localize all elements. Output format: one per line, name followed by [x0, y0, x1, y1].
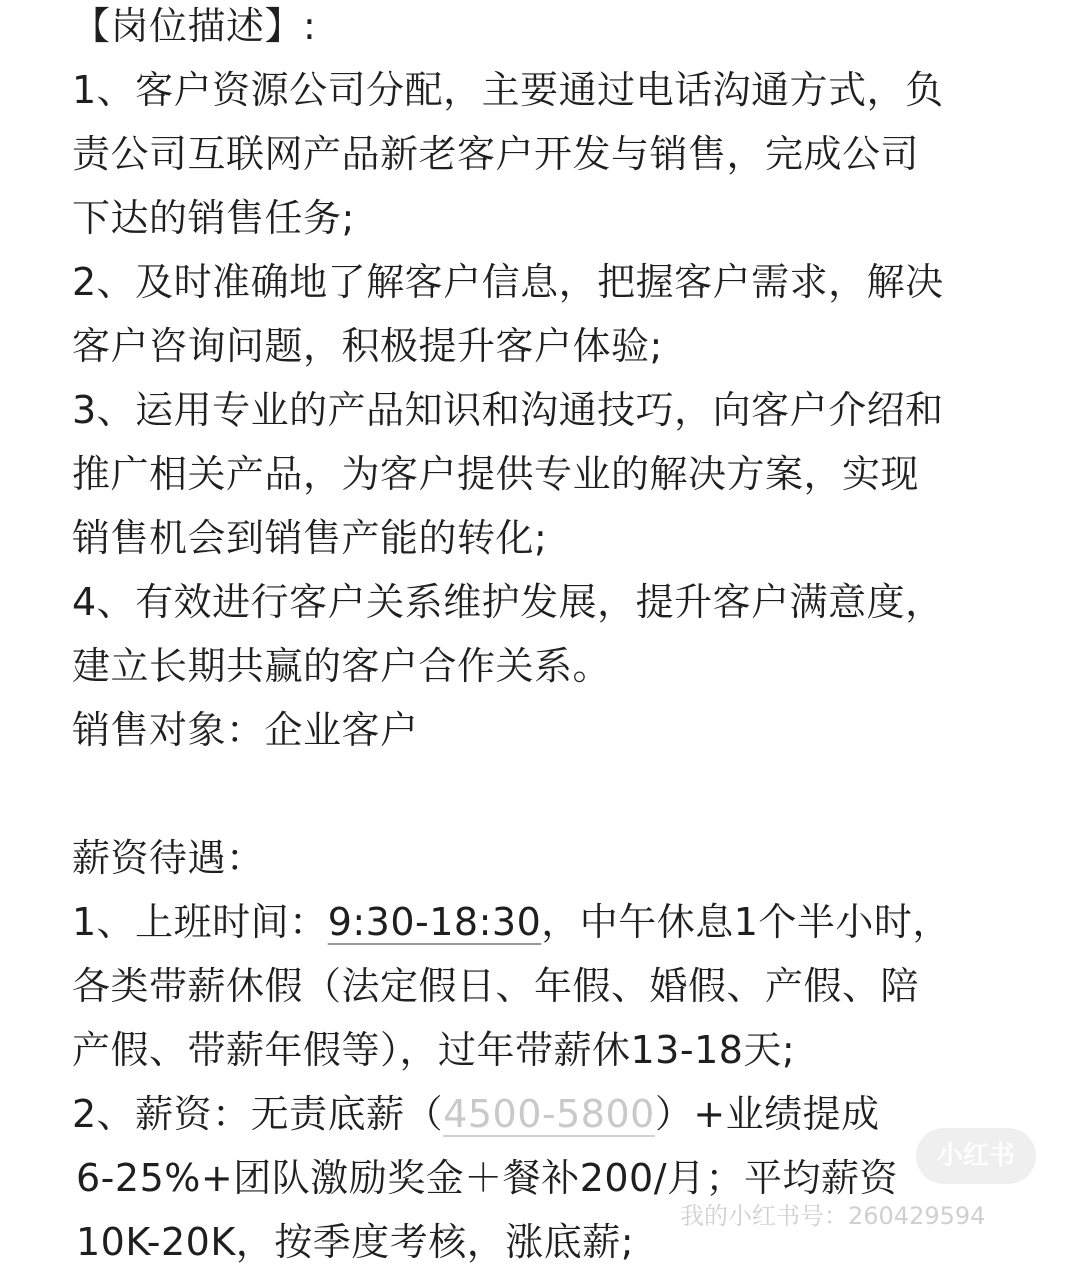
duty-line: 3、运用专业的产品知识和沟通技巧，向客户介绍和 — [72, 388, 944, 432]
benefit-line: 产假、带薪年假等），过年带薪休13-18天; — [72, 1028, 796, 1072]
salary-rest: ）+业绩提成 — [654, 1092, 880, 1136]
sales-target-line: 销售对象：企业客户 — [72, 708, 419, 752]
duty-line: 责公司互联网产品新老客户开发与销售，完成公司 — [72, 132, 920, 176]
salary-line: 10K-20K，按季度考核，涨底薪; — [76, 1220, 635, 1264]
section-heading-salary: 薪资待遇： — [72, 836, 265, 880]
duty-line: 4、有效进行客户关系维护发展，提升客户满意度， — [72, 580, 944, 624]
work-hours-rest: ，中午休息1个半小时， — [541, 900, 951, 944]
benefit-line: 各类带薪休假（法定假日、年假、婚假、产假、陪 — [72, 964, 920, 1008]
duty-line: 建立长期共赢的客户合作关系。 — [72, 644, 612, 688]
salary-label: 2、薪资：无责底薪（ — [72, 1092, 444, 1136]
work-hours-label: 1、上班时间： — [72, 900, 328, 944]
duty-line: 推广相关产品，为客户提供专业的解决方案，实现 — [72, 452, 920, 496]
duty-line: 客户咨询问题，积极提升客户体验; — [72, 324, 663, 368]
base-salary-range-link[interactable]: 4500-5800 — [443, 1092, 655, 1136]
duty-line: 1、客户资源公司分配，主要通过电话沟通方式，负 — [72, 68, 944, 112]
work-hours-line — [72, 890, 951, 954]
duty-line: 销售机会到销售产能的转化; — [72, 516, 548, 560]
section-heading-job-description: 【岗位描述】: — [72, 4, 317, 48]
salary-line: 6-25%+团队激励奖金＋餐补200/月；平均薪资 — [76, 1156, 899, 1200]
xiaohongshu-watermark-logo: 小红书 — [916, 1128, 1036, 1184]
duty-line: 2、及时准确地了解客户信息，把握客户需求，解决 — [72, 260, 944, 304]
duty-line: 下达的销售任务; — [72, 196, 355, 240]
work-hours-time-link[interactable]: 9:30-18:30 — [327, 900, 542, 944]
salary-line — [72, 1082, 880, 1146]
xiaohongshu-watermark-id: 我的小红书号：260429594 — [680, 1202, 986, 1230]
